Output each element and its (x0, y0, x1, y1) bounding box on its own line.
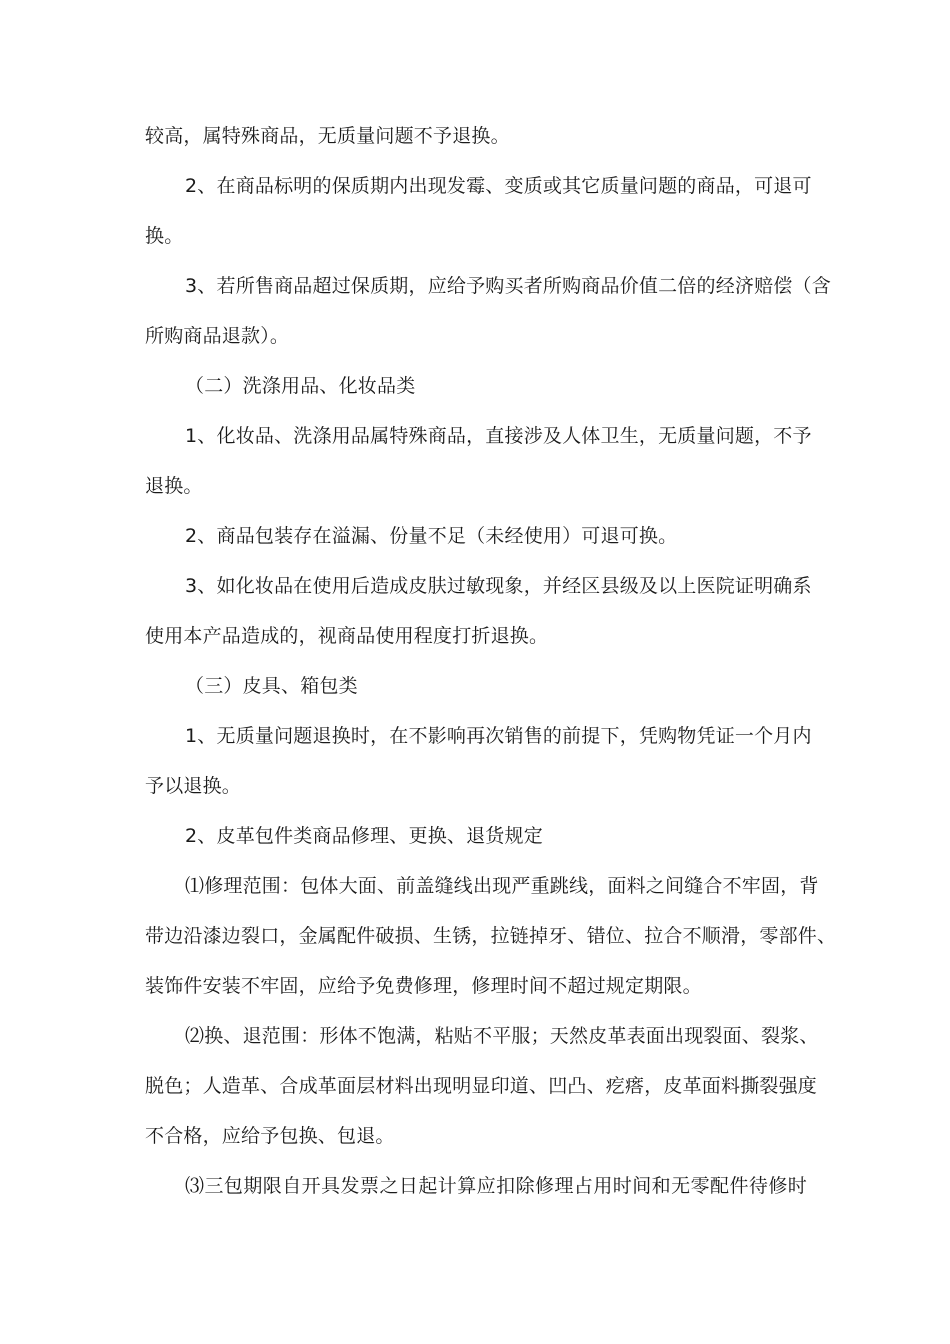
text-line: 不合格，应给予包换、包退。 (145, 1125, 395, 1147)
text-line: 2、皮革包件类商品修理、更换、退货规定 (185, 825, 543, 847)
text-line: ⑶三包期限自开具发票之日起计算应扣除修理占用时间和无零配件待修时 (185, 1175, 807, 1197)
text-line: 3、若所售商品超过保质期，应给予购买者所购商品价值二倍的经济赔偿（含 (185, 275, 831, 297)
text-line: 带边沿漆边裂口，金属配件破损、生锈，拉链掉牙、错位、拉合不顺滑，零部件、 (145, 925, 837, 947)
text-line: 使用本产品造成的，视商品使用程度打折退换。 (145, 625, 549, 647)
text-line: 脱色；人造革、合成革面层材料出现明显印道、凹凸、疙瘩，皮革面料撕裂强度 (145, 1075, 818, 1097)
text-line: 1、化妆品、洗涤用品属特殊商品，直接涉及人体卫生，无质量问题，不予 (185, 425, 812, 447)
text-line: 予以退换。 (145, 775, 242, 797)
text-line: 2、在商品标明的保质期内出现发霉、变质或其它质量问题的商品，可退可 (185, 175, 812, 197)
text-line: 装饰件安装不牢固，应给予免费修理，修理时间不超过规定期限。 (145, 975, 702, 997)
text-line: 1、无质量问题退换时，在不影响再次销售的前提下，凭购物凭证一个月内 (185, 725, 812, 747)
text-line: 退换。 (145, 475, 203, 497)
section-heading: （三）皮具、箱包类 (185, 675, 358, 697)
text-line: 换。 (145, 225, 184, 247)
text-line: 3、如化妆品在使用后造成皮肤过敏现象，并经区县级及以上医院证明确系 (185, 575, 812, 597)
text-line: ⑵换、退范围：形体不饱满，粘贴不平服；天然皮革表面出现裂面、裂浆、 (185, 1025, 819, 1047)
text-line: ⑴修理范围：包体大面、前盖缝线出现严重跳线，面料之间缝合不牢固，背 (185, 875, 819, 897)
text-line: 较高，属特殊商品，无质量问题不予退换。 (145, 125, 510, 147)
section-heading: （二）洗涤用品、化妆品类 (185, 375, 416, 397)
text-line: 2、商品包装存在溢漏、份量不足（未经使用）可退可换。 (185, 525, 678, 547)
text-line: 所购商品退款）。 (145, 325, 290, 347)
